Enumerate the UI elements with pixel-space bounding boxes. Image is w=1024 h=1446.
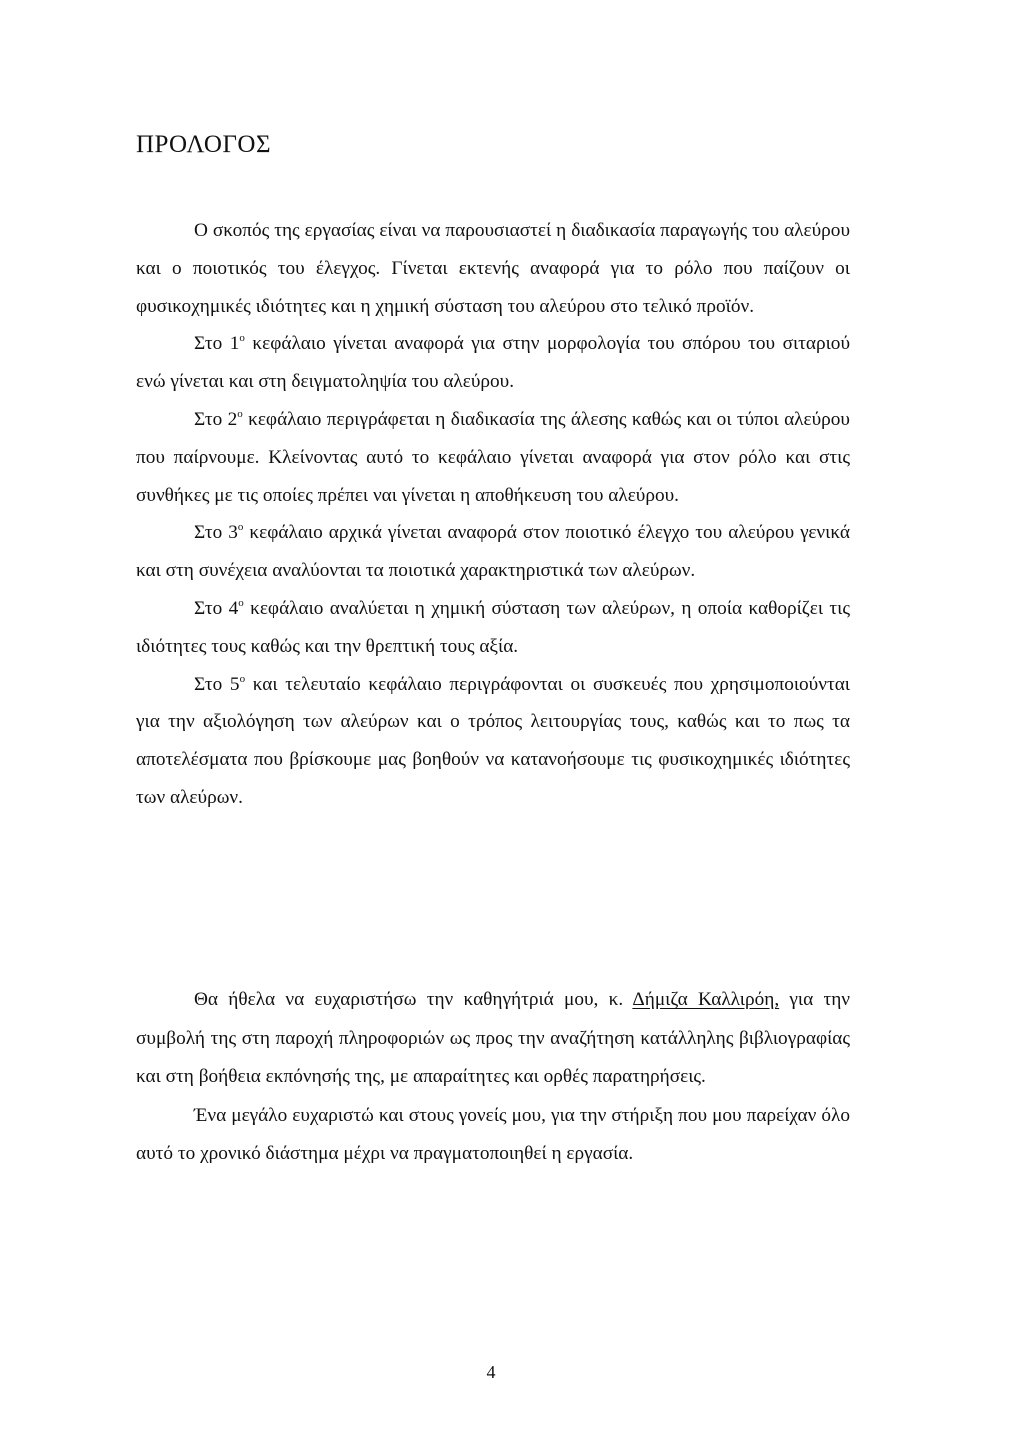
professor-name: Δήμιζα Καλλιρόη, <box>632 989 780 1010</box>
chapter-3-ordinal: ο <box>237 521 244 534</box>
thanks-1-before: Θα ήθελα να ευχαριστήσω την καθηγήτριά μου, κ. <box>194 989 633 1010</box>
chapter-5-paragraph <box>136 666 850 817</box>
chapter-3-lead: Στο 3 <box>194 522 238 544</box>
acknowledgements <box>136 981 850 1174</box>
chapter-4-text: κεφάλαιο αναλύεται η χημική σύσταση των αλεύρων, η οποία καθορίζει τις ιδιότητες τους καθώς και την θρεπτική τους αξία. <box>136 597 850 657</box>
chapter-4-lead: Στο 4 <box>194 597 239 619</box>
chapter-4-ordinal: ο <box>238 596 244 609</box>
chapter-3-text: κεφάλαιο αρχικά γίνεται αναφορά στον ποιοτικό έλεγχο του αλεύρου γενικά και στη συνέχεια αναλύονται τα ποιοτικά χαρακτηριστικά των αλεύρων. <box>136 522 850 582</box>
chapter-5-ordinal: ο <box>239 672 246 685</box>
page-number: 4 <box>486 1362 496 1382</box>
chapter-1-paragraph <box>136 325 850 401</box>
page-title: ΠΡΟΛΟΓΟΣ <box>136 131 272 158</box>
chapter-2-text: κεφάλαιο περιγράφεται η διαδικασία της άλεσης καθώς και οι τύποι αλεύρου που παίρνουμε. Κλείνοντας αυτό το κεφάλαιο γίνεται αναφορά για στον ρόλο και στις συνθήκες με τις οποίες πρέπει ναι γίνεται η αποθήκευση του αλεύρου. <box>136 408 850 506</box>
chapter-1-ordinal: ο <box>239 332 245 345</box>
chapter-2-lead: Στο 2 <box>194 408 238 430</box>
chapter-2-paragraph <box>136 401 850 514</box>
chapter-1-text: κεφάλαιο γίνεται αναφορά για στην μορφολογία του σπόρου του σιταριού ενώ γίνεται και στη δειγματοληψία του αλεύρου. <box>136 333 850 393</box>
thanks-paragraph-1 <box>136 981 850 1097</box>
chapter-5-lead: Στο 5 <box>194 673 240 695</box>
chapter-3-paragraph <box>136 514 850 590</box>
chapter-2-ordinal: ο <box>237 407 243 420</box>
chapter-4-paragraph <box>136 590 850 666</box>
intro-paragraph: Ο σκοπός της εργασίας είναι να παρουσιαστεί η διαδικασία παραγωγής του αλεύρου και ο ποιοτικός του έλεγχος. Γίνεται εκτενής αναφορά για το ρόλο που παίζουν οι φυσικοχημικές ιδιότητες και η χημική σύσταση του αλεύρου στο τελικό προϊόν. <box>136 220 850 317</box>
thanks-paragraph-2: Ένα μεγάλο ευχαριστώ και στους γονείς μου, για την στήριξη που μου παρείχαν όλο αυτό το χρονικό διάστημα μέχρι να πραγματοποιηθεί η εργασία. <box>136 1104 850 1164</box>
preface-body <box>136 212 850 817</box>
chapter-1-lead: Στο 1 <box>194 333 240 355</box>
chapter-5-text: και τελευταίο κεφάλαιο περιγράφονται οι συσκευές που χρησιμοποιούνται για την αξιολόγηση των αλεύρων και ο τρόπος λειτουργίας τους, καθώς και το πως τα αποτελέσματα που βρίσκουμε μας βοηθούν να κατανοήσουμε τις φυσικοχημικές ιδιότητες των αλεύρων. <box>136 673 850 808</box>
thanks-1-after: για την συμβολή της στη παροχή πληροφοριών ως προς την αναζήτηση κατάλληλης βιβλιογραφίας και στη βοήθεια εκπόνησής της, με απαραίτητες και ορθές παρατηρήσεις. <box>136 989 851 1087</box>
